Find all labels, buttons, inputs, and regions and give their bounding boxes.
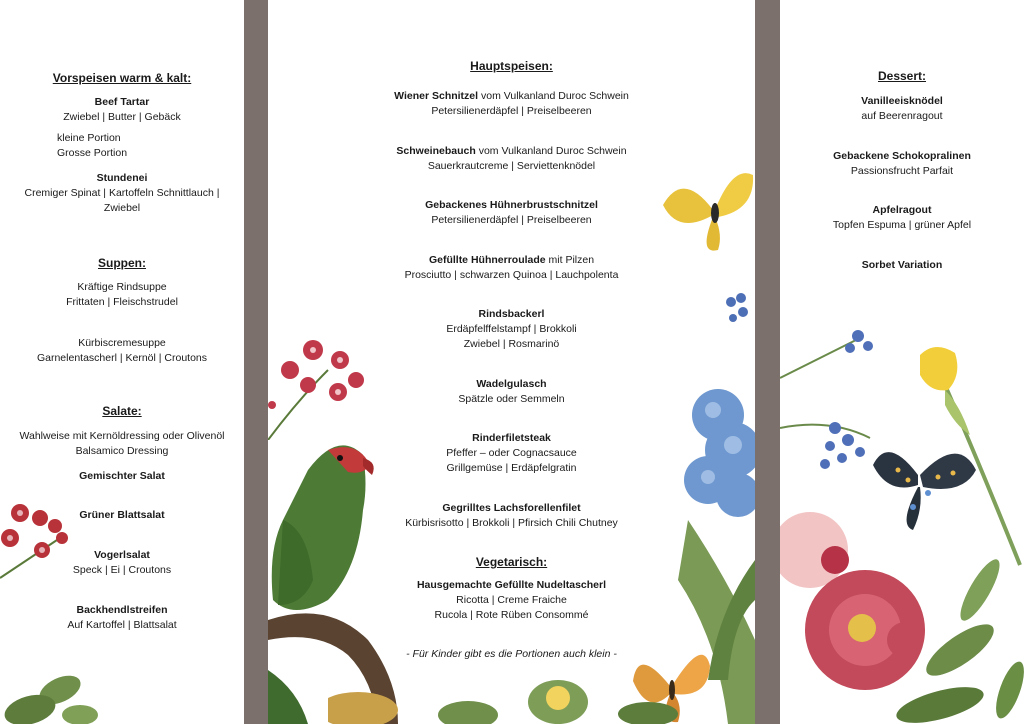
menu-panel-middle	[268, 0, 755, 724]
dish-wadelgulasch: Wadelgulasch	[476, 378, 547, 390]
dish-vanilleeisknoedel: Vanilleeisknödel	[861, 95, 943, 107]
dish-schweinebauch-desc: Sauerkrautcreme | Serviettenknödel	[427, 160, 596, 172]
menu-panel-left	[0, 0, 244, 724]
dish-vanilleeisknoedel-desc: auf Beerenragout	[861, 110, 943, 122]
dish-wiener-schnitzel-desc: Petersilienerdäpfel | Preiselbeeren	[431, 105, 592, 117]
dish-schokopralinen-desc: Passionsfrucht Parfait	[850, 165, 954, 177]
dish-schweinebauch-origin: vom Vulkanland Duroc Schwein	[475, 145, 627, 157]
dish-nudeltascherl-desc-1: Ricotta | Creme Fraiche	[456, 594, 567, 606]
dish-stundenei: Stundenei	[96, 172, 148, 184]
dish-apfelragout-desc: Topfen Espuma | grüner Apfel	[832, 219, 972, 231]
dish-gruener-salat: Grüner Blattsalat	[79, 509, 165, 521]
section-title-dessert: Dessert:	[877, 69, 927, 83]
dish-lachsforellenfilet-desc: Kürbisrisotto | Brokkoli | Pfirsich Chili Chutney	[405, 517, 618, 529]
dish-rindsbackerl-desc-2: Zwiebel | Rosmarinö	[463, 338, 560, 350]
dish-vogerlsalat-desc: Speck | Ei | Croutons	[72, 564, 172, 576]
dish-huehnerbrustschnitzel-desc: Petersilienerdäpfel | Preiselbeeren	[431, 214, 592, 226]
dish-beef-tartar: Beef Tartar	[94, 96, 150, 108]
dish-wiener-schnitzel-name: Wiener Schnitzel	[394, 90, 479, 102]
dish-rinderfiletsteak-desc-1: Pfeffer – oder Cognacsauce	[446, 447, 577, 459]
dish-sorbet: Sorbet Variation	[861, 259, 943, 271]
dish-huehnerroulade-name: Gefüllte Hühnerroulade	[428, 254, 546, 266]
dish-backhendl: Backhendlstreifen	[76, 604, 168, 616]
portion-small: kleine Portion	[57, 132, 121, 144]
dish-rinderfiletsteak: Rinderfiletsteak	[472, 432, 551, 444]
dish-stundenei-desc-1: Cremiger Spinat | Kartoffeln Schnittlauch |	[24, 187, 220, 199]
dish-beef-tartar-desc: Zwiebel | Butter | Gebäck	[63, 111, 181, 123]
kinder-note: - Für Kinder gibt es die Portionen auch klein -	[406, 648, 617, 660]
dish-rinderfiletsteak-desc-2: Grillgemüse | Erdäpfelgratin	[446, 462, 577, 474]
dish-stundenei-desc-2: Zwiebel	[103, 202, 141, 214]
dish-wiener-schnitzel	[268, 89, 755, 104]
dish-rindsuppe-desc: Frittaten | Fleischstrudel	[66, 296, 178, 308]
dish-kuerbissuppe-desc: Garnelentascherl | Kernöl | Croutons	[36, 352, 208, 364]
dish-huehnerroulade-extra: mit Pilzen	[545, 254, 595, 266]
dish-huehnerbrustschnitzel: Gebackenes Hühnerbrustschnitzel	[425, 199, 598, 211]
dish-nudeltascherl-desc-2: Rucola | Rote Rüben Consommé	[434, 609, 589, 621]
dish-lachsforellenfilet: Gegrilltes Lachsforellenfilet	[442, 502, 581, 514]
dish-rindsbackerl: Rindsbackerl	[478, 308, 545, 320]
dish-kuerbissuppe: Kürbiscremesuppe	[78, 337, 166, 349]
flower-red-icon	[0, 498, 80, 588]
dish-schweinebauch	[268, 144, 755, 159]
dish-wiener-schnitzel-origin: vom Vulkanland Duroc Schwein	[478, 90, 629, 102]
section-title-hauptspeisen: Hauptspeisen:	[470, 59, 553, 73]
panel-divider-left	[244, 0, 268, 724]
dish-nudeltascherl: Hausgemachte Gefüllte Nudeltascherl	[416, 579, 607, 591]
panel-divider-right	[755, 0, 780, 724]
dish-gemischter-salat: Gemischter Salat	[79, 470, 165, 482]
section-title-salate: Salate:	[102, 404, 142, 418]
section-title-suppen: Suppen:	[98, 256, 146, 270]
salate-intro-1: Wahlweise mit Kernöldressing oder Olivenöl	[19, 430, 225, 442]
rose-pink-icon	[780, 500, 1024, 724]
dish-schokopralinen: Gebackene Schokopralinen	[833, 150, 971, 162]
portion-large: Grosse Portion	[57, 147, 128, 159]
dish-backhendl-desc: Auf Kartoffel | Blattsalat	[67, 619, 177, 631]
leaf-icon	[0, 660, 100, 724]
menu-panel-right	[780, 0, 1024, 724]
section-title-vorspeisen: Vorspeisen warm & kalt:	[52, 71, 192, 85]
dish-huehnerroulade	[268, 253, 755, 268]
dish-rindsuppe: Kräftige Rindsuppe	[77, 281, 167, 293]
dish-vogerlsalat: Vogerlsalat	[94, 549, 150, 561]
salate-intro-2: Balsamico Dressing	[75, 445, 169, 457]
dish-huehnerroulade-desc: Prosciutto | schwarzen Quinoa | Lauchpolenta	[404, 269, 619, 281]
dish-rindsbackerl-desc-1: Erdäpfelffelstampf | Brokkoli	[446, 323, 577, 335]
dish-wadelgulasch-desc: Spätzle oder Semmeln	[458, 393, 565, 405]
section-title-vegetarisch: Vegetarisch:	[475, 555, 548, 569]
dish-apfelragout: Apfelragout	[872, 204, 932, 216]
dish-schweinebauch-name: Schweinebauch	[396, 145, 476, 157]
